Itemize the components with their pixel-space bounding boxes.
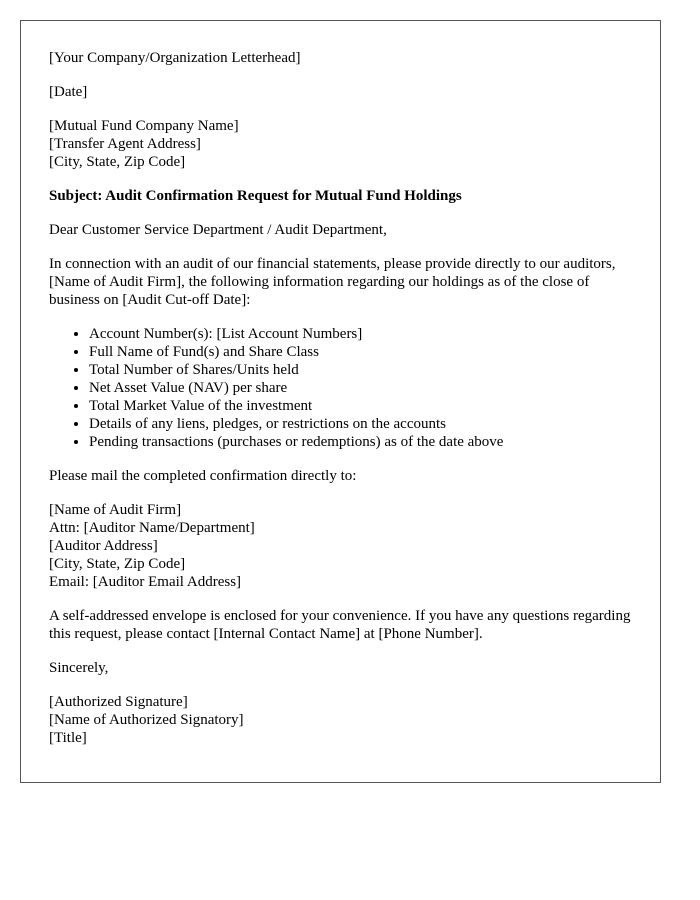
recipient-address xyxy=(49,117,632,171)
salutation: Dear Customer Service Department / Audit Department, xyxy=(49,222,387,238)
letterhead: [Your Company/Organization Letterhead] xyxy=(49,50,301,66)
auditor-line: [City, State, Zip Code] xyxy=(49,556,186,572)
recipient-line: [Mutual Fund Company Name] xyxy=(49,118,239,134)
auditor-line: [Name of Audit Firm] xyxy=(49,502,182,518)
requested-items-list xyxy=(49,325,632,451)
auditor-address xyxy=(49,501,632,591)
list-item: • Details of any liens, pledges, or restrictions on the accounts xyxy=(89,415,632,433)
recipient-line: [Transfer Agent Address] xyxy=(49,136,201,152)
auditor-line: [Auditor Address] xyxy=(49,538,158,554)
mail-instruction: Please mail the completed confirmation directly to: xyxy=(49,468,357,484)
letter-document xyxy=(20,20,661,783)
signoff: Sincerely, xyxy=(49,660,109,676)
date: [Date] xyxy=(49,84,88,100)
list-item: • Account Number(s): [List Account Numbers] xyxy=(89,325,632,343)
list-item: • Net Asset Value (NAV) per share xyxy=(89,379,632,397)
signature-line: [Title] xyxy=(49,730,87,746)
closing-note: A self-addressed envelope is enclosed for your convenience. If you have any questions regarding this request, please contact [Internal Contact Name] at [Phone Number]. xyxy=(49,608,631,642)
list-item: • Total Number of Shares/Units held xyxy=(89,361,632,379)
list-item: • Total Market Value of the investment xyxy=(89,397,632,415)
intro-paragraph: In connection with an audit of our financial statements, please provide directly to our auditors, [Name of Audit Firm], the following information regarding our holdings as of the close of business on [Audit Cut-off Date]: xyxy=(49,256,616,308)
list-item: • Pending transactions (purchases or redemptions) as of the date above xyxy=(89,433,632,451)
subject-line: Subject: Audit Confirmation Request for Mutual Fund Holdings xyxy=(49,188,462,204)
auditor-line: Email: [Auditor Email Address] xyxy=(49,574,242,590)
recipient-line: [City, State, Zip Code] xyxy=(49,154,186,170)
auditor-line: Attn: [Auditor Name/Department] xyxy=(49,520,255,536)
signature-line: [Authorized Signature] xyxy=(49,694,188,710)
signature-line: [Name of Authorized Signatory] xyxy=(49,712,244,728)
signature-block xyxy=(49,693,632,747)
list-item: • Full Name of Fund(s) and Share Class xyxy=(89,343,632,361)
